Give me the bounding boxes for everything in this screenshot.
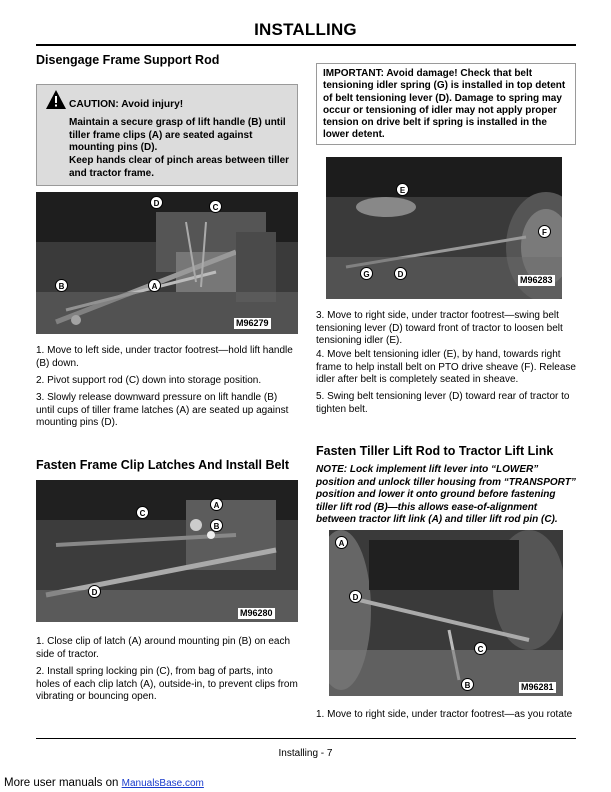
step-text: 4. Move belt tensioning idler (E), by hand, towards right frame to help install belt on PTO drive sheave (F). Release idler after belt is completely seated in sheave.	[316, 349, 576, 386]
section-heading-disengage: Disengage Frame Support Rod	[36, 53, 220, 67]
page-number: Installing - 7	[278, 748, 333, 759]
figure-m96283	[326, 157, 562, 299]
figure-m96279-illustration	[36, 192, 298, 334]
step-text: 1. Move to left side, under tractor footrest—hold lift handle (B) down.	[36, 345, 293, 369]
step-text: 3. Slowly release downward pressure on lift handle (B) until cups of tiller frame latches (A) are seated up against mounting pins (D).	[36, 392, 289, 429]
page-title: INSTALLING	[254, 20, 357, 39]
callout-a: A	[210, 498, 223, 511]
callout-d: D	[349, 590, 362, 603]
figure-code: M96281	[521, 682, 554, 692]
section-heading-frame-clip: Fasten Frame Clip Latches And Install Belt	[36, 458, 290, 472]
figure-m96281-illustration	[329, 530, 563, 696]
callout-e: E	[396, 183, 409, 196]
more-manuals-prefix: More user manuals on	[4, 777, 122, 789]
callout-a: A	[335, 536, 348, 549]
figure-m96280-illustration	[36, 480, 298, 622]
figure-m96281	[329, 530, 563, 696]
callout-d: D	[150, 196, 163, 209]
step-text: 3. Move to right side, under tractor footrest—swing belt tensioning lever (D) toward front of tractor to loosen belt tensioning idler (E).	[316, 310, 563, 347]
callout-c: C	[209, 200, 222, 213]
callout-g: G	[360, 267, 373, 280]
section-heading-tiller-lift: Fasten Tiller Lift Rod to Tractor Lift Link	[316, 444, 554, 458]
footer-rule	[36, 738, 576, 739]
callout-c: C	[474, 642, 487, 655]
callout-b: B	[210, 519, 223, 532]
caution-label: CAUTION: Avoid injury!	[69, 99, 184, 110]
figure-code: M96283	[520, 275, 553, 285]
callout-d: D	[88, 585, 101, 598]
important-box: IMPORTANT: Avoid damage! Check that belt tensioning idler spring (G) is installed in top detent of belt tensioning lever (D). Damage to spring may occur or tensioning of idler may not apply proper tension on drive belt if spring is installed in the lower detent.	[316, 63, 576, 145]
step-text: 1. Close clip of latch (A) around mounting pin (B) on each side of tractor.	[36, 636, 291, 660]
header-rule	[36, 44, 576, 46]
step-text: 5. Swing belt tensioning lever (D) toward rear of tractor to tighten belt.	[316, 391, 570, 415]
caution-box	[36, 84, 298, 186]
warning-triangle-icon	[45, 89, 67, 111]
note-text: NOTE: Lock implement lift lever into “LOWER” position and unlock tiller housing from “TRANSPORT” position and lower it onto ground before fastening tiller lift rod (B)—this allows ease-of-alignment between tractor lift link (A) and tiller lift rod pin (C).	[316, 464, 576, 526]
manualsbase-link[interactable]: ManualsBase.com	[121, 778, 204, 789]
caution-text-2: Keep hands clear of pinch areas between tiller and tractor frame.	[69, 155, 290, 179]
more-manuals-line	[4, 777, 204, 789]
callout-b: B	[55, 279, 68, 292]
step-text: 2. Install spring locking pin (C), from bag of parts, into holes of each clip latch (A), outside-in, to prevent clips from vibrating or bouncing open.	[36, 666, 298, 703]
callout-c: C	[136, 506, 149, 519]
callout-a: A	[148, 279, 161, 292]
step-text: 2. Pivot support rod (C) down into storage position.	[36, 375, 262, 386]
figure-m96280	[36, 480, 298, 622]
callout-b: B	[461, 678, 474, 691]
step-text: 1. Move to right side, under tractor footrest—as you rotate	[316, 709, 573, 720]
caution-text-1: Maintain a secure grasp of lift handle (B) until tiller frame clips (A) are seated against mounting pins (D).	[69, 117, 286, 153]
figure-code: M96280	[240, 608, 273, 618]
callout-d: D	[394, 267, 407, 280]
figure-m96279	[36, 192, 298, 334]
callout-f: F	[538, 225, 551, 238]
figure-code: M96279	[236, 318, 269, 328]
